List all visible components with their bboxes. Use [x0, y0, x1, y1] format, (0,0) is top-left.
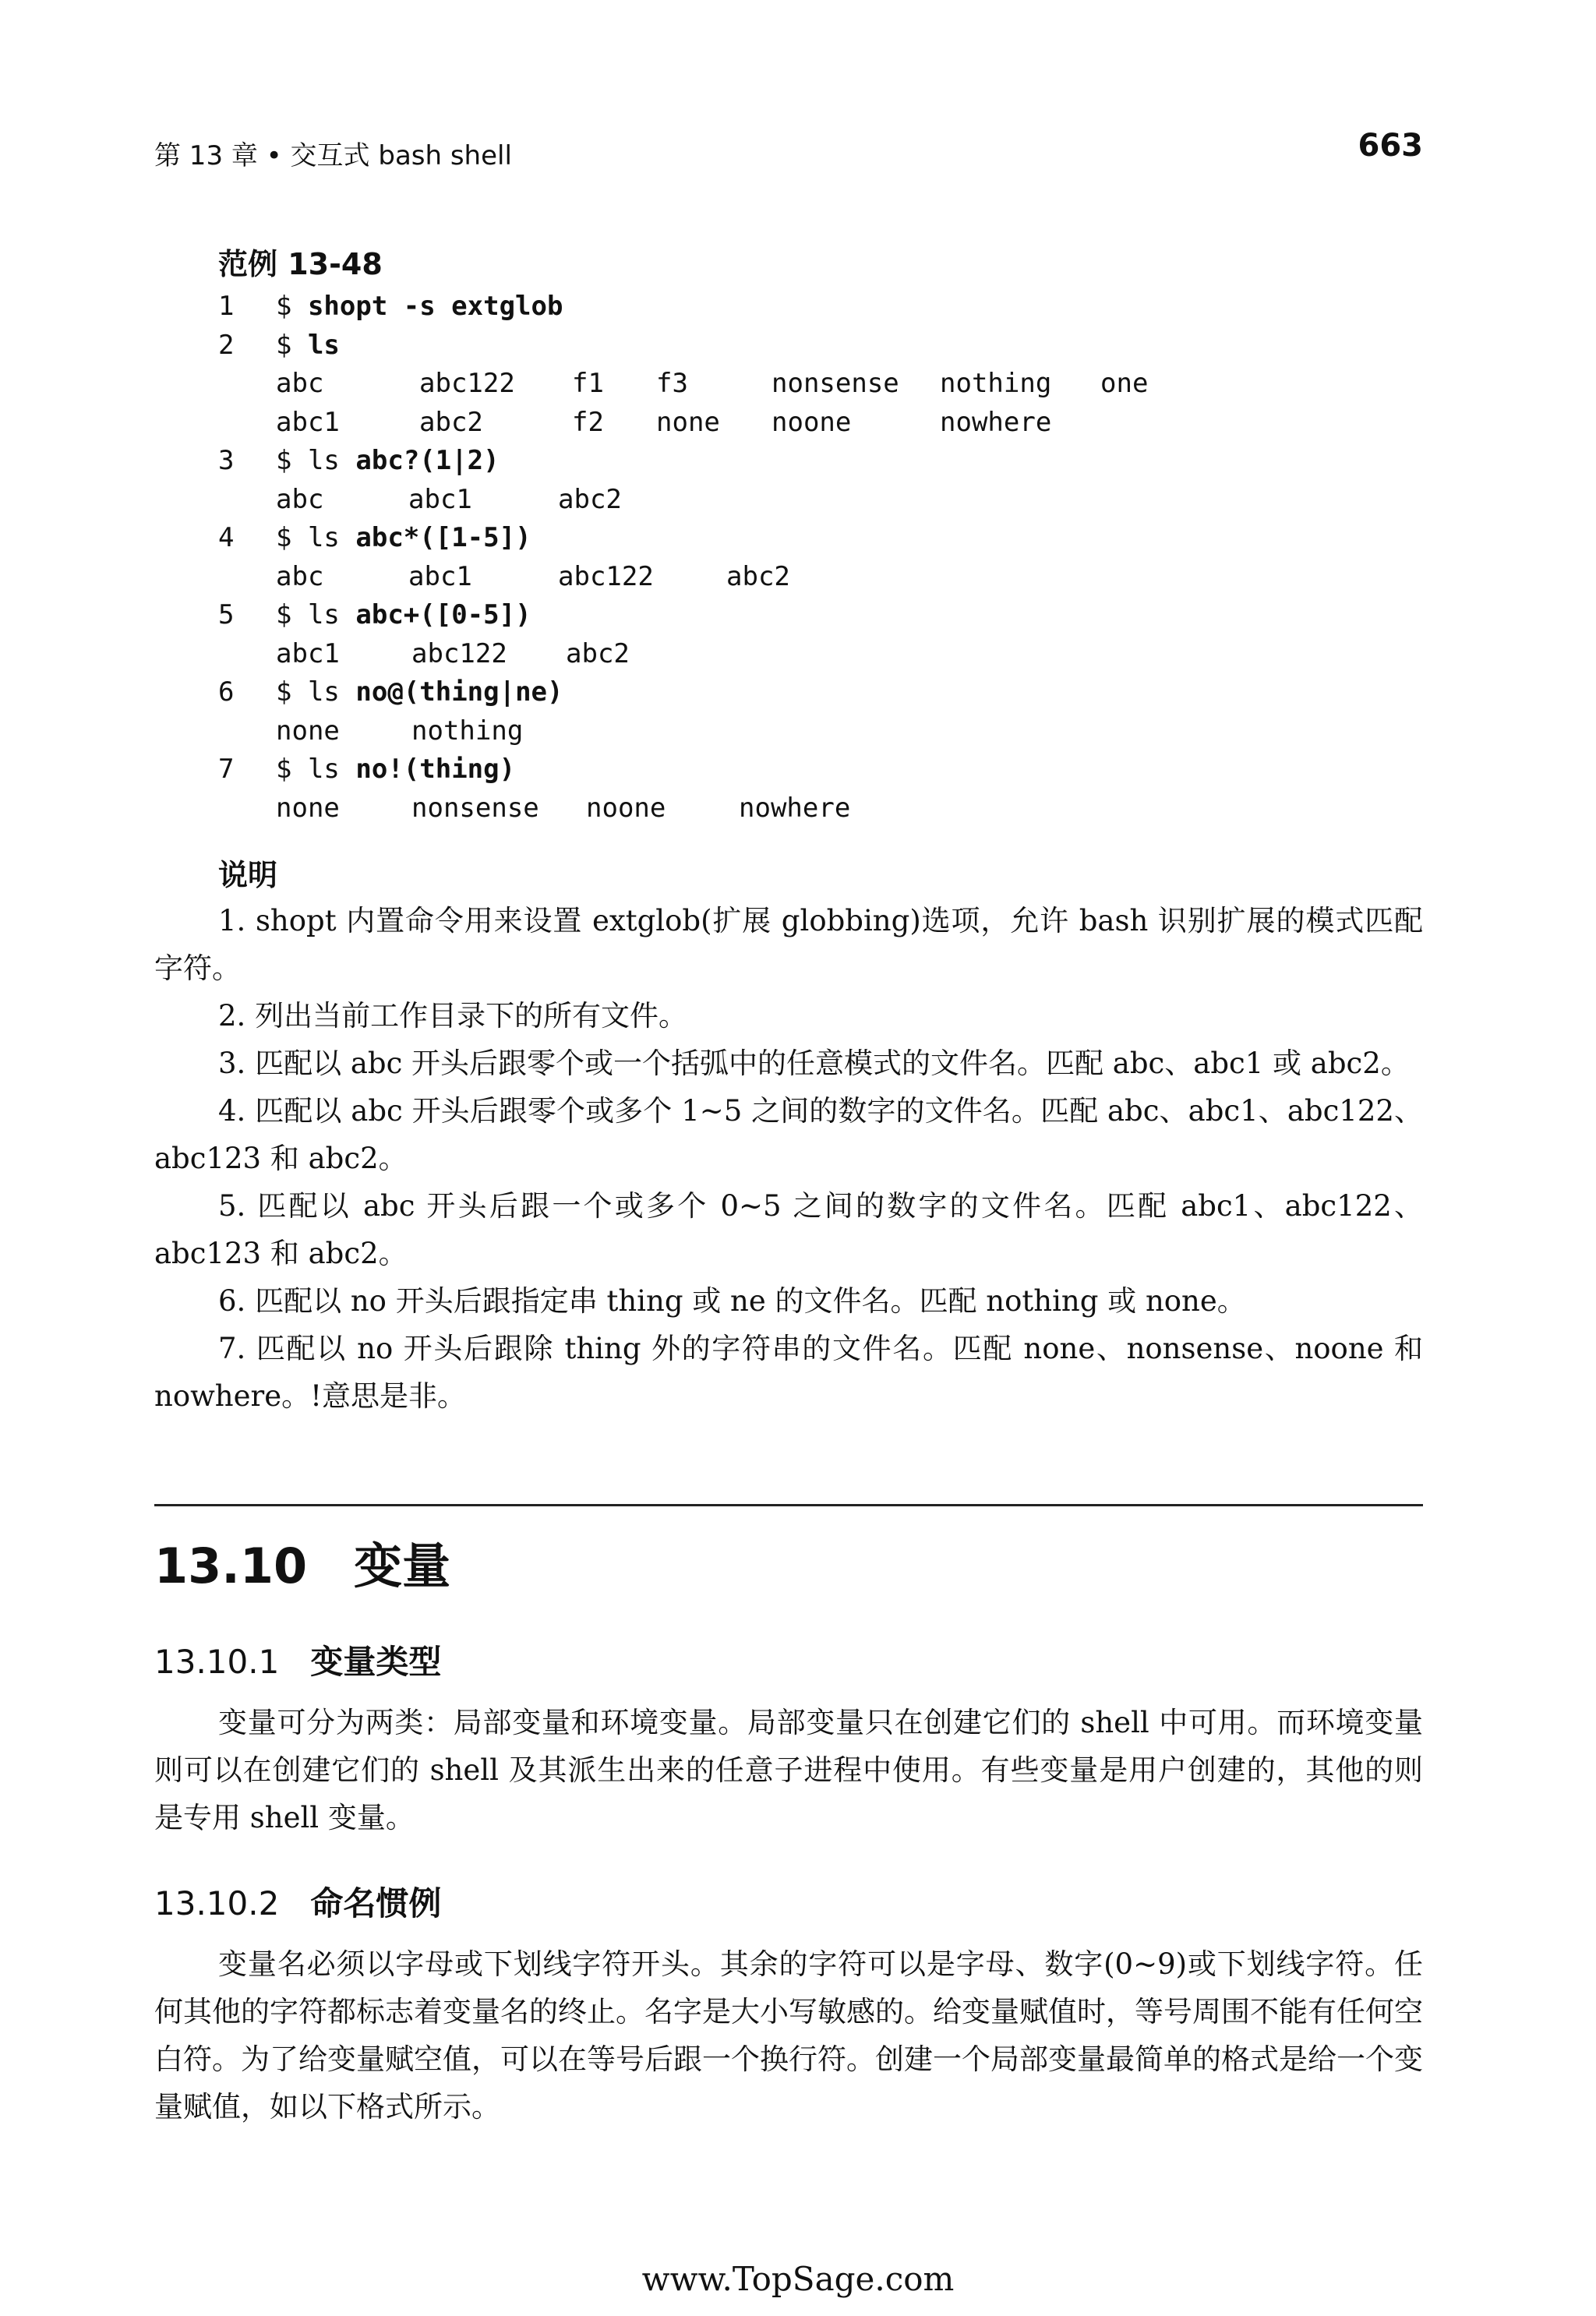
prompt: $ — [276, 599, 308, 630]
output-line — [218, 789, 851, 828]
subsection-title: 变量类型 — [310, 1643, 442, 1681]
command — [276, 750, 515, 789]
output-item: noone — [586, 792, 666, 824]
output-item: abc122 — [558, 560, 654, 592]
output-item: noone — [772, 406, 852, 438]
output-item: abc — [276, 560, 324, 592]
prompt: $ — [276, 522, 308, 553]
note-item: 1. shopt 内置命令用来设置 extglob(扩展 globbing)选项，允许 bash 识别扩展的模式匹配字符。 — [154, 904, 1423, 985]
command-argument: shopt -s extglob — [307, 291, 563, 322]
line-number: 2 — [218, 329, 235, 361]
command-text: ls — [307, 676, 356, 708]
output-item: abc2 — [566, 637, 630, 669]
output-item: f3 — [656, 368, 688, 399]
command — [276, 442, 500, 481]
command-argument: abc+([0-5]) — [355, 599, 531, 630]
command-argument: abc?(1|2) — [355, 445, 500, 476]
output-line — [218, 365, 1149, 404]
command-text: ls — [307, 754, 356, 785]
output-item: abc — [276, 368, 324, 399]
prompt: $ — [276, 676, 308, 708]
code-line — [218, 442, 500, 481]
line-number: 6 — [218, 676, 235, 708]
command — [276, 596, 531, 635]
output-line — [218, 481, 622, 520]
line-number: 7 — [218, 754, 235, 785]
notes-title: 说明 — [218, 858, 278, 892]
page-header — [154, 128, 1423, 172]
output-item: one — [1100, 368, 1149, 399]
output-item: none — [656, 406, 720, 438]
prompt: $ — [276, 329, 308, 361]
output-item: abc2 — [419, 406, 483, 438]
note-item: 4. 匹配以 abc 开头后跟零个或多个 1~5 之间的数字的文件名。匹配 abc、abc1、abc122、abc123 和 abc2。 — [154, 1094, 1423, 1175]
code-line — [218, 596, 531, 635]
output-item: abc122 — [419, 368, 515, 399]
output-item: nonsense — [772, 368, 899, 399]
output-item: abc1 — [276, 637, 340, 669]
prompt: $ — [276, 291, 308, 322]
body-paragraph: 变量名必须以字母或下划线字符开头。其余的字符可以是字母、数字(0~9)或下划线字符。任何其他的字符都标志着变量名的终止。名字是大小写敏感的。给变量赋值时，等号周围不能有任何空白符。为了给变量赋空值，可以在等号后跟一个换行符。创建一个局部变量最简单的格式是给一个变量赋值，如以下格式所示。 — [154, 1947, 1423, 2124]
line-number: 3 — [218, 445, 235, 476]
command — [276, 673, 563, 712]
output-line — [218, 558, 790, 597]
command-text: ls — [307, 445, 356, 476]
body-paragraph: 变量可分为两类：局部变量和环境变量。局部变量只在创建它们的 shell 中可用。而环境变量则可以在创建它们的 shell 及其派生出来的任意子进程中使用。有些变量是用户创建的，其他的则是专用 shell 变量。 — [154, 1706, 1423, 1834]
output-item: nothing — [940, 368, 1052, 399]
line-number: 4 — [218, 522, 235, 553]
subsection-heading — [154, 1878, 441, 1925]
output-item: nowhere — [940, 406, 1052, 438]
section-number: 13.10 — [154, 1538, 308, 1594]
command — [276, 519, 531, 558]
section-title: 变量 — [354, 1538, 451, 1594]
output-item: none — [276, 792, 340, 824]
code-line — [218, 673, 563, 712]
command-text: ls — [307, 522, 356, 553]
note-item: 2. 列出当前工作目录下的所有文件。 — [218, 999, 688, 1033]
example-block — [218, 240, 1149, 828]
output-item: nothing — [411, 715, 524, 747]
command-argument: no@(thing|ne) — [355, 676, 563, 708]
notes-section — [154, 851, 1423, 1420]
output-item: abc — [276, 483, 324, 515]
subsection-number: 13.10.2 — [154, 1884, 280, 1922]
output-item: abc2 — [558, 483, 622, 515]
subsection-body — [154, 1940, 1423, 2131]
subsection-title: 命名惯例 — [310, 1884, 442, 1922]
code-line — [218, 750, 516, 789]
section-heading — [154, 1527, 450, 1597]
prompt: $ — [276, 445, 308, 476]
output-item: f1 — [572, 368, 604, 399]
line-number: 1 — [218, 291, 235, 322]
subsection-number: 13.10.1 — [154, 1643, 280, 1681]
code-line — [218, 519, 531, 558]
note-item: 3. 匹配以 abc 开头后跟零个或一个括弧中的任意模式的文件名。匹配 abc、abc1 或 abc2。 — [218, 1047, 1410, 1080]
command — [276, 327, 340, 365]
command — [276, 288, 563, 327]
chapter-title: 第 13 章 • 交互式 bash shell — [154, 140, 512, 171]
note-item: 7. 匹配以 no 开头后跟除 thing 外的字符串的文件名。匹配 none、nonsense、noone 和 nowhere。!意思是非。 — [154, 1332, 1423, 1413]
output-item: nonsense — [411, 792, 539, 824]
output-item: none — [276, 715, 340, 747]
output-item: abc1 — [408, 560, 472, 592]
page-number: 663 — [1358, 128, 1423, 164]
note-item: 6. 匹配以 no 开头后跟指定串 thing 或 ne 的文件名。匹配 nothing 或 none。 — [218, 1284, 1246, 1318]
subsection-heading — [154, 1636, 441, 1683]
note-item: 5. 匹配以 abc 开头后跟一个或多个 0~5 之间的数字的文件名。匹配 abc1、abc122、abc123 和 abc2。 — [154, 1189, 1423, 1270]
prompt: $ — [276, 754, 308, 785]
command-argument: ls — [307, 329, 340, 361]
code-line — [218, 327, 383, 365]
code-listing — [218, 288, 1149, 828]
command-argument: abc*([1-5]) — [355, 522, 531, 553]
example-title: 范例 13-48 — [218, 247, 383, 281]
output-item: nowhere — [739, 792, 851, 824]
command-argument: no!(thing) — [355, 754, 516, 785]
code-line — [218, 288, 563, 327]
output-line — [218, 635, 630, 674]
output-item: abc1 — [276, 406, 340, 438]
footer-url: www.TopSage.com — [641, 2260, 955, 2298]
output-item: abc122 — [411, 637, 507, 669]
output-line — [218, 712, 524, 751]
output-item: abc2 — [726, 560, 790, 592]
section-divider — [154, 1504, 1423, 1506]
output-item: abc1 — [408, 483, 472, 515]
output-item: f2 — [572, 406, 604, 438]
line-number: 5 — [218, 599, 235, 630]
output-line — [218, 404, 1052, 443]
subsection-body — [154, 1699, 1423, 1841]
command-text: ls — [307, 599, 356, 630]
